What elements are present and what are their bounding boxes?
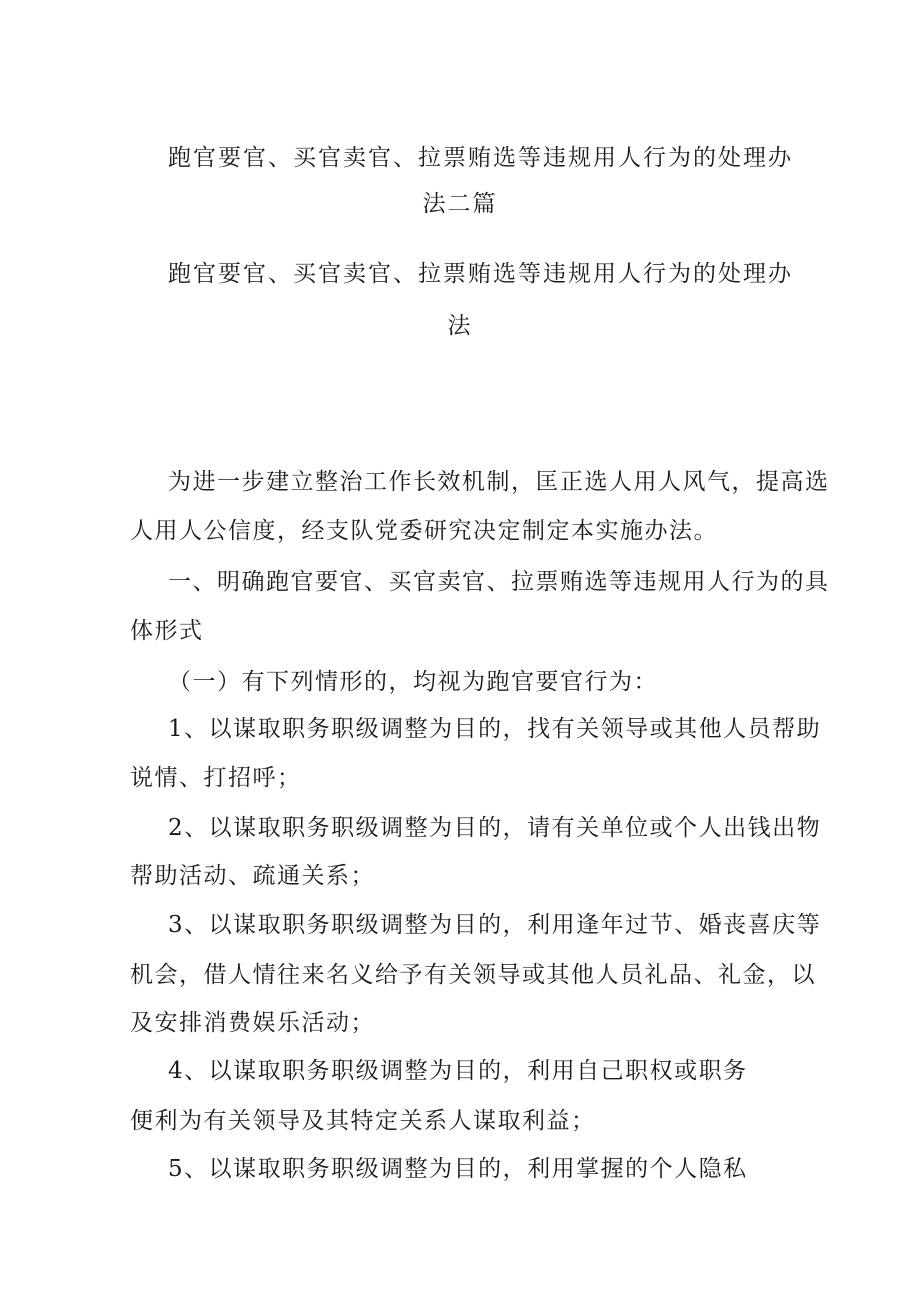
list-item-line: 5、以谋取职务职级调整为目的，利用掌握的个人隐私: [168, 1156, 748, 1182]
list-item-line: 机会，借人情往来名义给予有关领导或其他人员礼品、礼金，以: [130, 962, 816, 988]
list-item-line: 帮助活动、疏通关系；: [130, 863, 375, 889]
section-heading-line: 一、明确跑官要官、买官卖官、拉票贿选等违规用人行为的具: [168, 569, 830, 595]
list-item-line: 便利为有关领导及其特定关系人谋取利益；: [130, 1108, 596, 1134]
main-title-line-2: 法二篇: [422, 191, 498, 217]
paragraph-line: 为进一步建立整治工作长效机制，匡正选人用人风气，提高选: [168, 469, 830, 495]
main-title-line-1: 跑官要官、买官卖官、拉票贿选等违规用人行为的处理办: [168, 145, 793, 171]
list-item-line: 1、以谋取职务职级调整为目的，找有关领导或其他人员帮助: [168, 716, 822, 742]
list-item-line: 2、以谋取职务职级调整为目的，请有关单位或个人出钱出物: [168, 815, 822, 841]
list-item-line: 3、以谋取职务职级调整为目的，利用逢年过节、婚丧喜庆等: [168, 912, 822, 938]
list-item-line: 说情、打招呼；: [130, 765, 302, 791]
list-item-line: 及安排消费娱乐活动；: [130, 1010, 375, 1036]
list-item-line: 4、以谋取职务职级调整为目的，利用自己职权或职务: [168, 1058, 748, 1084]
sub-title-line-1: 跑官要官、买官卖官、拉票贿选等违规用人行为的处理办: [168, 261, 793, 287]
section-heading-line: 体形式: [130, 618, 204, 644]
sub-title-line-2: 法: [447, 313, 473, 339]
subsection-heading: （一）有下列情形的，均视为跑官要官行为：: [168, 669, 658, 695]
paragraph-line: 人用人公信度，经支队党委研究决定制定本实施办法。: [130, 518, 718, 544]
